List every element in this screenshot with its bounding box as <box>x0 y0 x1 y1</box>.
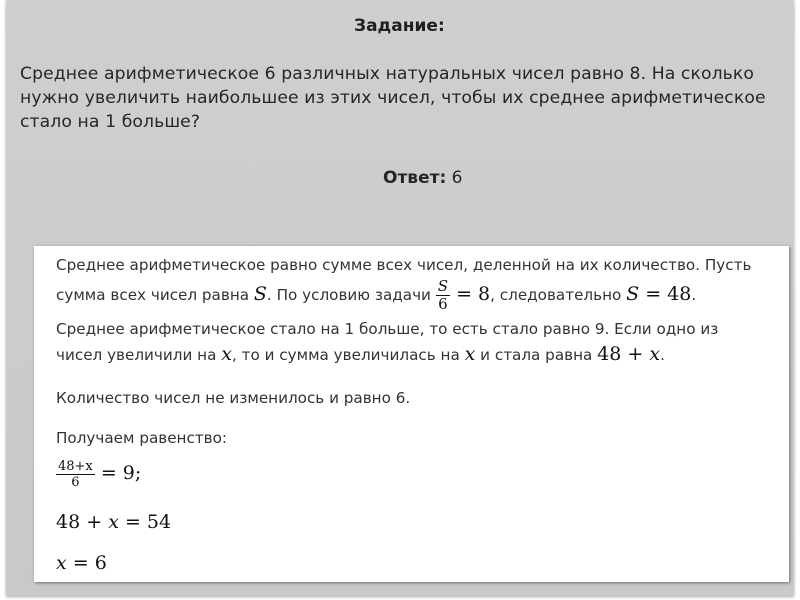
math-expression: 48 + <box>597 343 650 365</box>
math-expression: = 8 <box>450 283 491 305</box>
math-fraction <box>56 460 95 489</box>
solution-text: , то и сумма увеличилась на <box>231 346 465 364</box>
math-fraction <box>436 279 450 312</box>
solution-line: Среднее арифметическое стало на 1 больше, то есть стало равно 9. Если одно из <box>56 320 719 338</box>
math-expression: = 9; <box>94 462 142 484</box>
answer-label: Ответ: <box>383 168 447 188</box>
fraction-denominator: 6 <box>71 475 80 490</box>
solution-text: чисел увеличили на <box>56 346 222 364</box>
solution-text: и стала равна <box>475 346 598 364</box>
math-variable: x <box>221 343 232 365</box>
solution-line: Количество чисел не изменилось и равно 6. <box>56 389 411 407</box>
math-variable: x <box>649 343 661 365</box>
math-variable: x <box>464 343 476 365</box>
solution-text: . <box>691 286 697 304</box>
solution-text: . <box>660 346 665 364</box>
math-variable: S <box>626 283 640 305</box>
math-variable: S <box>253 283 267 305</box>
math-expression: 48 + <box>56 511 109 533</box>
fraction-numerator: 48+x <box>58 459 93 474</box>
equation-2 <box>56 511 171 533</box>
answer-value: 6 <box>451 168 463 188</box>
fraction-denominator: 6 <box>438 295 448 313</box>
math-expression: = 6 <box>66 552 107 574</box>
math-expression: = 54 <box>118 511 172 533</box>
solution-text: сумма всех чисел равна <box>56 286 254 304</box>
math-variable: x <box>56 552 67 574</box>
solution-text: . По условию задачи <box>266 286 436 304</box>
math-expression: = 48 <box>639 283 692 305</box>
solution-line: Среднее арифметическое равно сумме всех чисел, деленной на их количество. Пусть <box>56 256 752 274</box>
fraction-numerator: S <box>437 277 449 295</box>
solution-text: , следовательно <box>490 286 627 304</box>
answer <box>383 168 462 188</box>
task-heading: Задание: <box>354 16 445 36</box>
solution-line <box>56 343 665 365</box>
math-variable: x <box>108 511 119 533</box>
content-panel <box>6 0 794 596</box>
equation-3 <box>56 552 107 574</box>
equation-1 <box>56 460 141 489</box>
solution-line: Получаем равенство: <box>56 429 228 447</box>
solution-image <box>34 246 789 582</box>
solution-line <box>56 279 696 312</box>
task-text: Среднее арифметическое 6 различных натуральных чисел равно 8. На сколько нужно увеличить наибольшее из этих чисел, чтобы их среднее арифметическое стало на 1 больше? <box>20 64 766 132</box>
